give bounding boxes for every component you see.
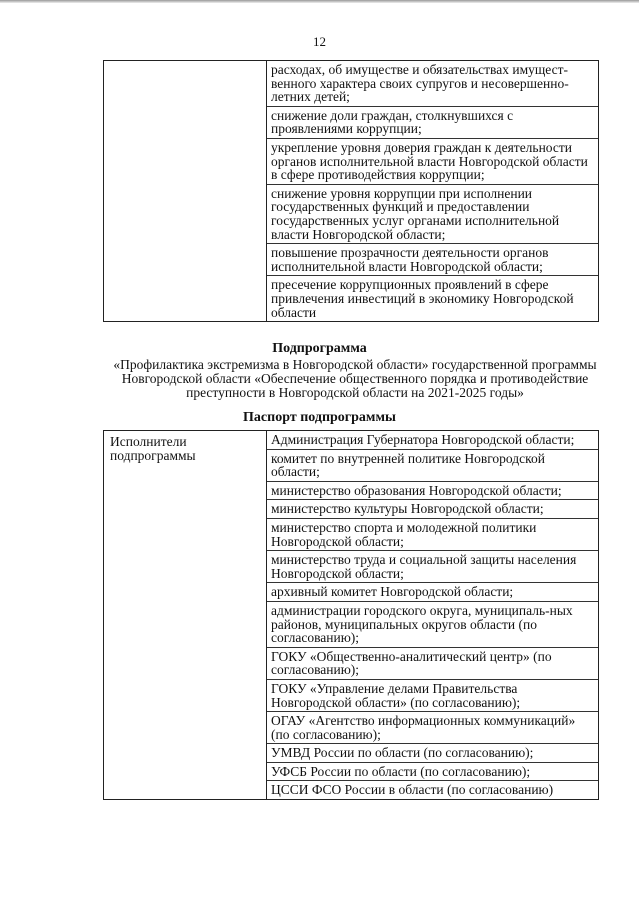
- executor-item: комитет по внутренней политике Новгородской области;: [267, 450, 598, 482]
- table1-item: пресечение коррупционных проявлений в сфере привлечения инвестиций в экономику Новгородской области: [271, 277, 574, 320]
- executor-item: УФСБ России по области (по согласованию);: [267, 763, 598, 782]
- subprogram-passport-table: [103, 430, 599, 800]
- executor-item: администрации городского округа, муниципаль-ных районов, муниципальных округов области (по согласованию);: [267, 602, 598, 648]
- table1-item: расходах, об имуществе и обязательствах имущест-венного характера своих супругов и несовершенно-летних детей;: [267, 61, 598, 107]
- executor-item: ОГАУ «Агентство информационных коммуникаций» (по согласованию);: [267, 712, 598, 744]
- executor-item: ГОКУ «Общественно-аналитический центр» (по согласованию);: [267, 648, 598, 680]
- table1-item: повышение прозрачности деятельности органов исполнительной власти Новгородской области;: [267, 244, 598, 276]
- executor-item: ГОКУ «Управление делами Правительства Новгородской области» (по согласованию);: [267, 680, 598, 712]
- executor-item: архивный комитет Новгородской области;: [267, 583, 598, 602]
- table1-item: снижение уровня коррупции при исполнении государственных функций и предоставлении государственных услуг органами исполнительной власти Новгородской области;: [267, 185, 598, 244]
- executor-item: министерство спорта и молодежной политики Новгородской области;: [267, 519, 598, 551]
- executor-item: УМВД России по области (по согласованию);: [267, 744, 598, 763]
- table1-item: снижение доли граждан, столкнувшихся с проявлениями коррупции;: [267, 107, 598, 139]
- executor-item: Администрация Губернатора Новгородской области;: [267, 431, 598, 450]
- page-number: 12: [313, 34, 326, 49]
- executor-item: министерство труда и социальной защиты населения Новгородской области;: [267, 551, 598, 583]
- table1-left-cell: [104, 61, 267, 322]
- table1-right-cell: [267, 61, 599, 322]
- passport-title: Паспорт подпрограммы: [243, 410, 396, 425]
- executor-item: министерство образования Новгородской области;: [267, 482, 598, 501]
- subprogram-title: Подпрограмма: [272, 341, 367, 356]
- subprogram-description: «Профилактика экстремизма в Новгородской области» государственной программы Новгородской области «Обеспечение общественного порядка и противодействие преступности в Новгородской области на 2021-2025 годы»: [113, 357, 597, 400]
- executors-label: Исполнители подпрограммы: [104, 431, 267, 800]
- executors-list: [267, 431, 599, 800]
- scan-edge: [0, 0, 639, 3]
- anticorruption-results-table: [103, 60, 599, 322]
- table1-item: укрепление уровня доверия граждан к деятельности органов исполнительной власти Новгородской области в сфере противодействия коррупции;: [267, 139, 598, 185]
- executor-item: ЦССИ ФСО России в области (по согласованию): [271, 782, 554, 798]
- executor-item: министерство культуры Новгородской области;: [267, 500, 598, 519]
